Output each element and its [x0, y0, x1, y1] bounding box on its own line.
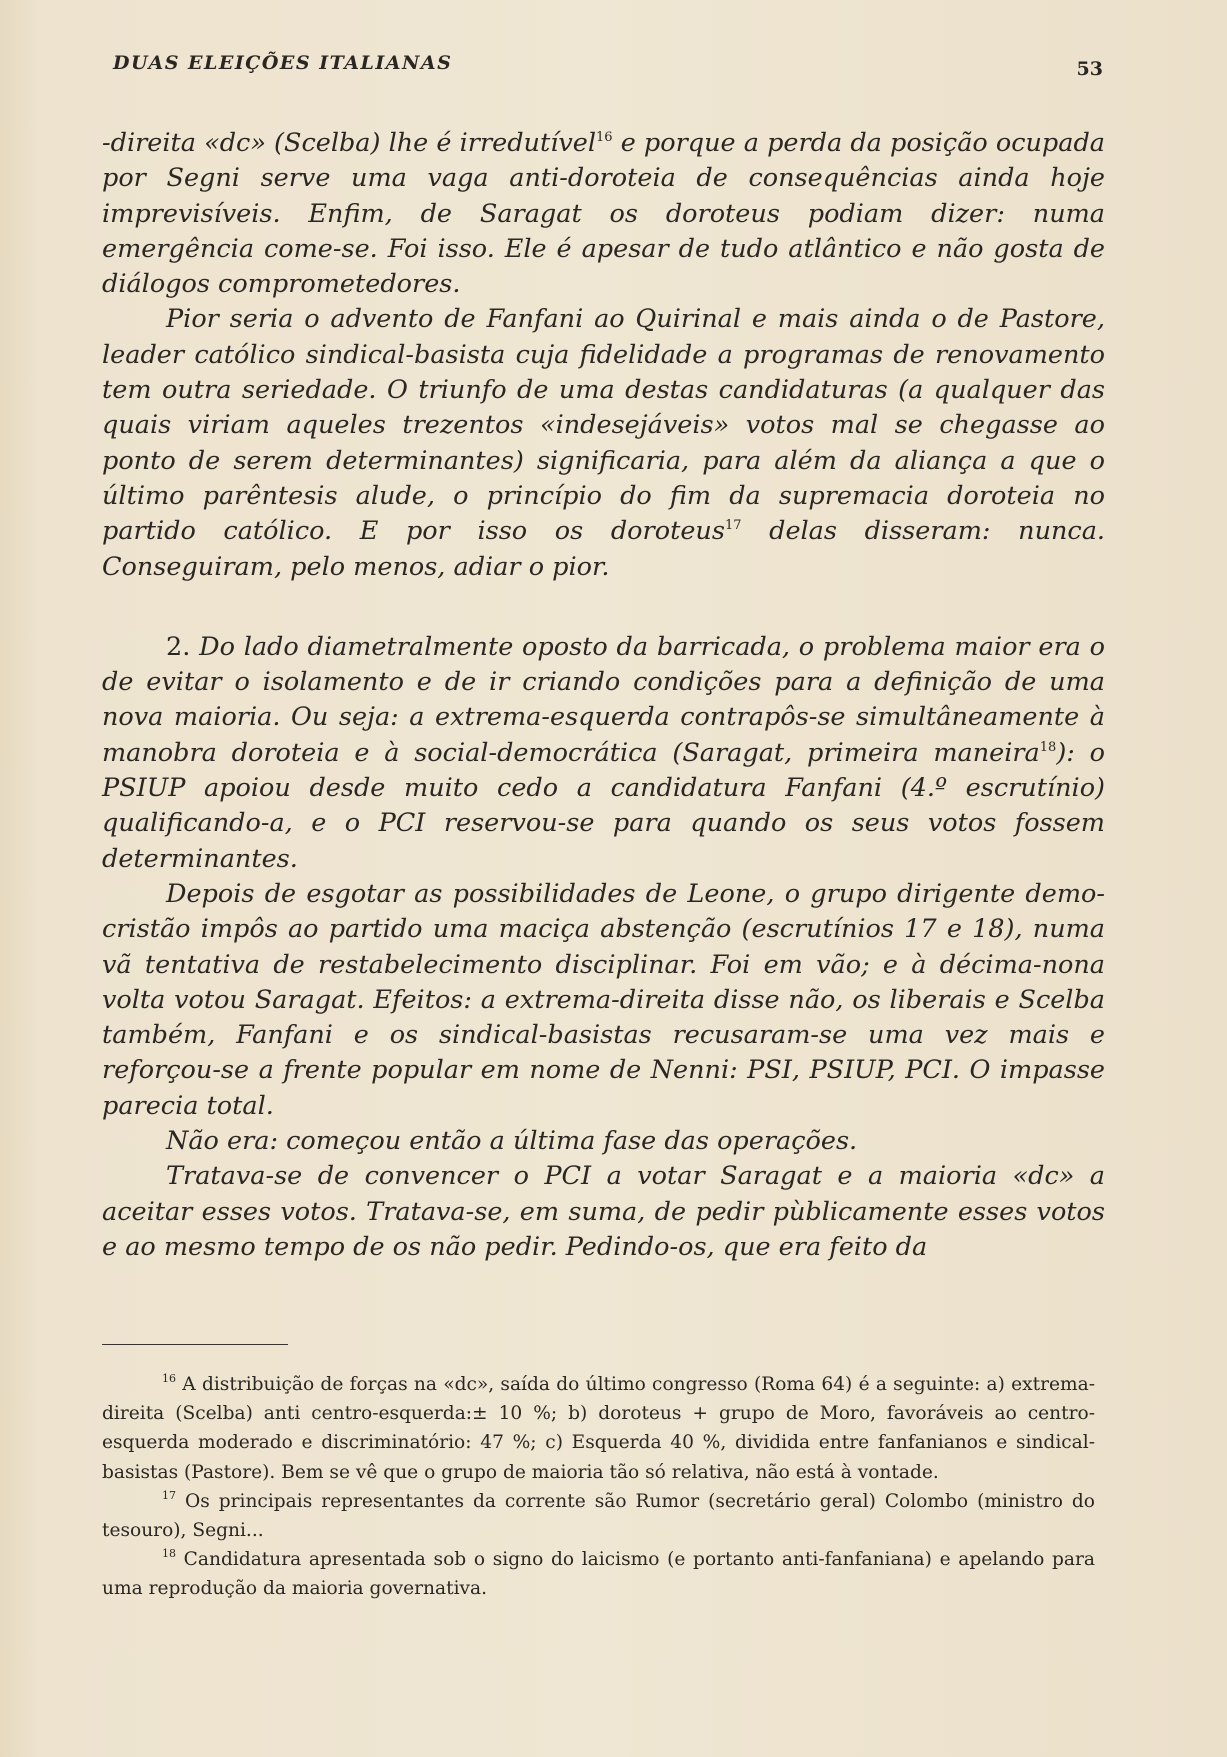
- paragraph-3-text: Do lado diametralmente oposto da barricada, o problema maior era o de evitar o isolamento e de ir criando condições para a definição de uma nova maioria. Ou seja: a extrema-esquerda contrapôs-se simultâneamente à manobra doroteia e à social-democrática (Saragat, primeira maneira: [102, 631, 1105, 768]
- footnote-16-number: 16: [162, 1372, 176, 1385]
- paragraph-2: [102, 302, 1105, 584]
- page-number: 53: [1076, 58, 1103, 80]
- paragraph-1-text: -direita «dc» (Scelba) lhe é irredutível: [102, 128, 597, 158]
- page-header: [113, 52, 1103, 82]
- paragraph-3: [102, 630, 1105, 877]
- footnote-18-number: 18: [162, 1547, 176, 1561]
- footnote-17: [102, 1487, 1095, 1545]
- footnote-ref-17: 17: [724, 518, 742, 534]
- section-number: 2.: [166, 631, 191, 662]
- footnote-16-text: A distribuição de forças na «dc», saída do último congresso (Roma 64) é a seguinte: a) extrema-direita (Scelba) anti centro-esquerda:± 10 %; b) doroteus + grupo de Moro, favoráveis ao centro-esquerda moderado e discriminatório: 47 %; c) Esquerda 40 %, dividida entre fanfanianos e sindical-basistas (Pastore). Bem se vê que o grupo de maioria tão só relativa, não está à vontade.: [102, 1374, 1095, 1483]
- paragraph-1: [102, 126, 1105, 302]
- footnote-17-text: Os principais representantes da corrente são Rumor (secretário geral) Colombo (ministro do tesouro), Segni...: [102, 1490, 1095, 1542]
- main-text: [102, 126, 1105, 1265]
- footnote-18-text: Candidatura apresentada sob o signo do laicismo (e portanto anti-fanfaniana) e apelando para uma reprodução da maioria governativa.: [102, 1549, 1095, 1600]
- running-title: DUAS ELEIÇÕES ITALIANAS: [113, 52, 453, 74]
- footnote-ref-18: 18: [1039, 739, 1057, 755]
- footnote-rule: [102, 1344, 288, 1345]
- footnote-18: [102, 1545, 1095, 1603]
- paragraph-2-text: Pior seria o advento de Fanfani ao Quirinal e mais ainda o de Pastore, leader católico sindical-basista cuja fidelidade a programas de renovamento tem outra seriedade. O triunfo de uma destas candidaturas (a qualquer das quais viriam aqueles trezentos «indesejáveis» votos mal se chegasse ao ponto de serem determinantes) significaria, para além da aliança a que o último parêntesis alude, o princípio do fim da supremacia doroteia no partido católico. E por isso os doroteus: [102, 304, 1105, 547]
- paragraph-5: Não era: começou então a última fase das operações.: [166, 1126, 858, 1157]
- paragraph-1-tail: e porque a perda da posição ocupada por Segni serve uma vaga anti-doroteia de consequências ainda hoje imprevisíveis. Enfim, de Saragat os doroteus podiam dizer: numa emergência come-se. Foi isso. Ele é apesar de tudo atlântico e não gosta de diálogos comprometedores.: [102, 128, 1105, 300]
- footnote-ref-16: 16: [596, 130, 613, 145]
- footnotes: [102, 1370, 1095, 1604]
- paragraph-4: Depois de esgotar as possibilidades de Leone, o grupo dirigente demo-cristão impôs ao partido uma maciça abstenção (escrutínios 17 e 18), numa vã tentativa de restabelecimento disciplinar. Foi em vão; e à décima-nona volta votou Saragat. Efeitos: a extrema-direita disse não, os liberais e Scelba também, Fanfani e os sindical-basistas recusaram-se uma vez mais e reforçou-se a frente popular em nome de Nenni: PSI, PSIUP, PCI. O impasse parecia total.: [102, 878, 1105, 1121]
- footnote-17-number: 17: [162, 1488, 176, 1502]
- footnote-16: [102, 1370, 1095, 1487]
- paragraph-3-tail: ): o PSIUP apoiou desde muito cedo a candidatura Fanfani (4.º escrutínio) qualificando-a, e o PCI reservou-se para quando os seus votos fossem determinantes.: [102, 737, 1105, 874]
- paragraph-6: Tratava-se de convencer o PCI a votar Saragat e a maioria «dc» a aceitar esses votos. Tratava-se, em suma, de pedir pùblicamente esses votos e ao mesmo tempo de os não pedir. Pedindo-os, que era feito da: [102, 1161, 1105, 1262]
- paragraph-2-tail: delas disseram: nunca. Conseguiram, pelo menos, adiar o pior.: [102, 516, 1105, 582]
